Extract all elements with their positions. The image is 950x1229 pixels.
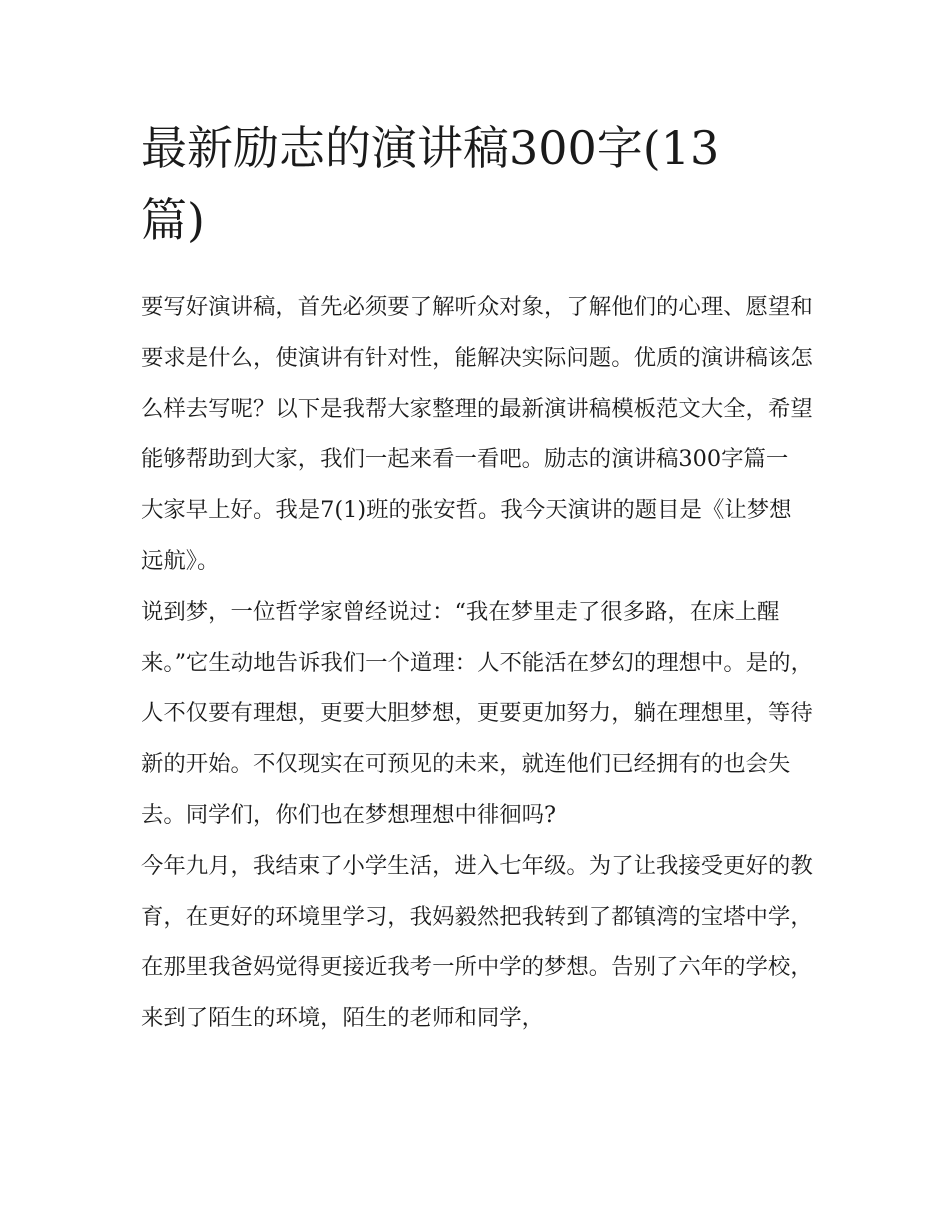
document-body xyxy=(141,282,813,1044)
document-title xyxy=(141,112,813,256)
paragraph-dream: 说到梦，一位哲学家曾经说过：“我在梦里走了很多路，在床上醒来。”它生动地告诉我们一个道理：人不能活在梦幻的理想中。是的，人不仅要有理想，更要大胆梦想，更要更加努力，躺在理想里，等待新的开始。不仅现实在可预见的未来，就连他们已经拥有的也会失去。同学们，你们也在梦想理想中徘徊吗? xyxy=(141,598,813,828)
document-title-line1: 最新励志的演讲稿300字(13 xyxy=(141,121,720,175)
paragraph-school: 今年九月，我结束了小学生活，进入七年级。为了让我接受更好的教育，在更好的环境里学习，我妈毅然把我转到了都镇湾的宝塔中学，在那里我爸妈觉得更接近我考一所中学的梦想。告别了六年的学校，来到了陌生的环境，陌生的老师和同学， xyxy=(141,852,813,1032)
document-page xyxy=(141,112,813,1044)
document-title-line2: 篇) xyxy=(141,193,205,247)
paragraph-intro: 要写好演讲稿，首先必须要了解听众对象，了解他们的心理、愿望和要求是什么，使演讲有针对性，能解决实际问题。优质的演讲稿该怎么样去写呢？以下是我帮大家整理的最新演讲稿模板范文大全，希望能够帮助到大家，我们一起来看一看吧。励志的演讲稿300字篇一 大家早上好。我是7(1)班的张安哲。我今天演讲的题目是《让梦想远航》。 xyxy=(141,294,813,574)
